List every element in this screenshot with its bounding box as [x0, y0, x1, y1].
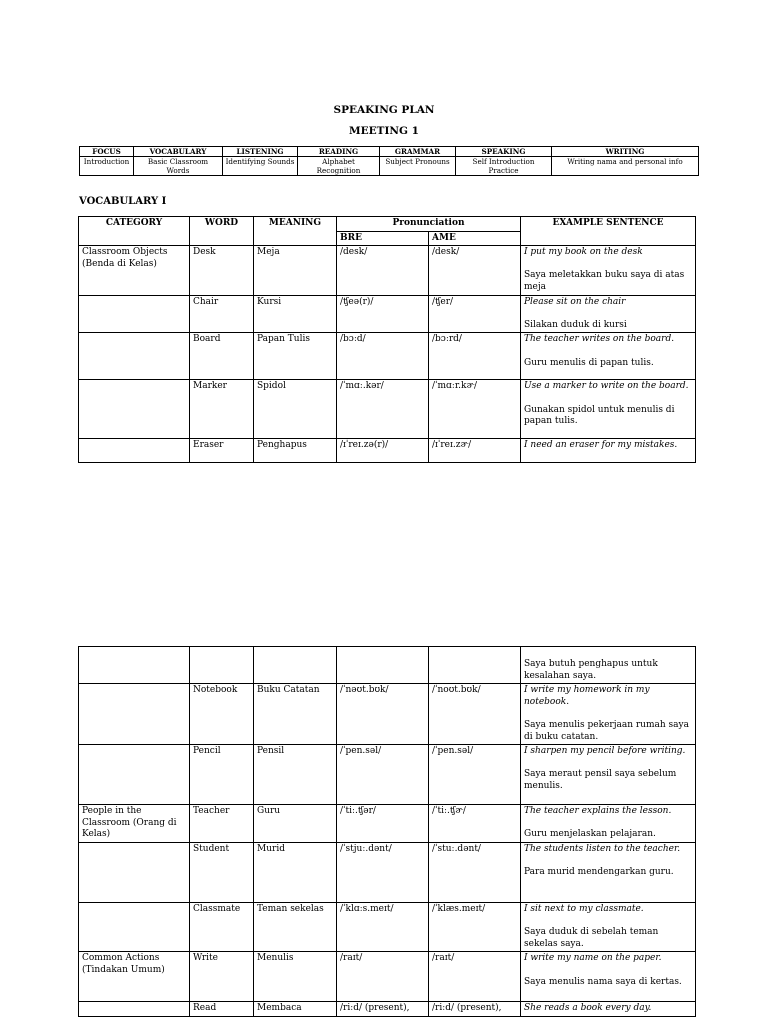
table-row [79, 842, 696, 902]
ame-cell: /ɪˈreɪ.zɚ/ [429, 439, 521, 463]
example-text: Use a marker to write on the board. [524, 381, 689, 392]
ame-cell: /ˈklæs.meɪt/ [429, 902, 521, 951]
example-cell [521, 842, 696, 902]
example-cell [521, 333, 696, 380]
plan-header-cell: SPEAKING [456, 147, 552, 157]
category-cell [79, 333, 190, 380]
bre-cell: /bɔːd/ [337, 333, 429, 380]
plan-header-cell: READING [298, 147, 380, 157]
meeting-label: MEETING 1 [349, 125, 419, 137]
example-text: I sit next to my classmate. [524, 903, 644, 914]
plan-header-cell: GRAMMAR [380, 147, 456, 157]
example-cell [521, 952, 696, 1002]
category-cell [79, 380, 190, 439]
bre-cell: /ˈmɑː.kər/ [337, 380, 429, 439]
plan-value-cell: Identifying Sounds [223, 157, 298, 176]
ame-cell: /ˈmɑːr.kɚ/ [429, 380, 521, 439]
meaning-cell: Menulis [254, 952, 337, 1002]
meaning-cell: Papan Tulis [254, 333, 337, 380]
table-row [79, 745, 696, 805]
table-row [79, 295, 696, 333]
category-cell: Classroom Objects (Benda di Kelas) [79, 246, 190, 295]
plan-header-cell: WRITING [552, 147, 699, 157]
category-cell [79, 439, 190, 463]
meaning-cell [254, 647, 337, 684]
word-cell: Classmate [190, 902, 254, 951]
meaning-cell: Penghapus [254, 439, 337, 463]
table-row [79, 647, 696, 684]
meaning-cell: Spidol [254, 380, 337, 439]
translation-text: Saya menulis nama saya di kertas. [524, 976, 682, 987]
ame-cell: /raɪt/ [429, 952, 521, 1002]
plan-value-cell: Writing nama and personal info [552, 157, 699, 176]
word-cell: Student [190, 842, 254, 902]
word-cell: Read [190, 1002, 254, 1017]
bre-cell: /ˈnəʊt.bʊk/ [337, 684, 429, 745]
category-cell: People in the Classroom (Orang di Kelas) [79, 805, 190, 843]
example-text: Please sit on the chair [524, 296, 626, 307]
bre-cell: /ˈstjuː.dənt/ [337, 842, 429, 902]
example-cell [521, 246, 696, 295]
ame-cell: /bɔːrd/ [429, 333, 521, 380]
example-text: The teacher writes on the board. [524, 334, 675, 345]
category-cell [79, 902, 190, 951]
plan-header-cell: LISTENING [223, 147, 298, 157]
translation-text: Silakan duduk di kursi [524, 319, 627, 330]
translation-text: Saya meraut pensil saya sebelum menulis. [524, 769, 677, 791]
example-text: I write my homework in my notebook. [524, 685, 650, 707]
vocab-header-row [79, 217, 696, 232]
word-cell: Marker [190, 380, 254, 439]
category-cell [79, 684, 190, 745]
word-cell: Teacher [190, 805, 254, 843]
meaning-cell: Membaca [254, 1002, 337, 1017]
category-cell [79, 1002, 190, 1017]
translation-text: Para murid mendengarkan guru. [524, 867, 674, 878]
header-pronunciation: Pronunciation [337, 217, 521, 232]
header-ame: AME [429, 231, 521, 246]
meaning-cell: Teman sekelas [254, 902, 337, 951]
table-row [79, 684, 696, 745]
translation-text: Saya menulis pekerjaan rumah saya di buku catatan. [524, 719, 689, 742]
plan-value-cell: Alphabet Recognition [298, 157, 380, 176]
plan-value-row [80, 157, 699, 176]
bre-cell: /ʧeə(r)/ [337, 295, 429, 333]
ame-cell: /ˈpen.səl/ [429, 745, 521, 805]
translation-text: Saya duduk di sebelah teman sekelas saya. [524, 927, 659, 949]
example-cell [521, 1002, 696, 1017]
example-text: The teacher explains the lesson. [524, 806, 672, 817]
meaning-cell: Pensil [254, 745, 337, 805]
table-row [79, 246, 696, 295]
vocabulary-heading: VOCABULARY I [79, 196, 167, 207]
meeting-plan-table [79, 146, 699, 176]
example-text: I put my book on the desk [524, 247, 643, 258]
word-cell: Desk [190, 246, 254, 295]
plan-value-cell: Subject Pronouns [380, 157, 456, 176]
table-row [79, 333, 696, 380]
ame-cell: /ˈtiː.ʧɚ/ [429, 805, 521, 843]
word-cell: Chair [190, 295, 254, 333]
ame-cell [429, 647, 521, 684]
plan-value-cell: Basic Classroom Words [134, 157, 223, 176]
header-bre: BRE [337, 231, 429, 246]
translation-text: Guru menjelaskan pelajaran. [524, 829, 656, 840]
example-cell [521, 902, 696, 951]
example-cell [521, 439, 696, 463]
page-title: SPEAKING PLAN [333, 104, 435, 116]
meaning-cell: Buku Catatan [254, 684, 337, 745]
category-cell [79, 842, 190, 902]
word-cell [190, 647, 254, 684]
example-text: I need an eraser for my mistakes. [524, 440, 678, 451]
example-cell [521, 647, 696, 684]
word-cell: Board [190, 333, 254, 380]
table-row [79, 902, 696, 951]
plan-header-cell: FOCUS [80, 147, 134, 157]
bre-cell: /riːd/ (present), [337, 1002, 429, 1017]
meaning-cell: Murid [254, 842, 337, 902]
plan-header-cell: VOCABULARY [134, 147, 223, 157]
plan-value-cell: Self Introduction Practice [456, 157, 552, 176]
bre-cell: /ˈpen.səl/ [337, 745, 429, 805]
header-example-sentence: EXAMPLE SENTENCE [521, 217, 696, 246]
translation-text: Saya meletakkan buku saya di atas meja [524, 270, 685, 292]
ame-cell: /desk/ [429, 246, 521, 295]
bre-cell: /ɪˈreɪ.zə(r)/ [337, 439, 429, 463]
word-cell: Write [190, 952, 254, 1002]
meaning-cell: Guru [254, 805, 337, 843]
translation-text: Saya butuh penghapus untuk kesalahan saya. [524, 659, 658, 681]
bre-cell [337, 647, 429, 684]
bre-cell: /ˈtiː.ʧər/ [337, 805, 429, 843]
category-cell: Common Actions (Tindakan Umum) [79, 952, 190, 1002]
table-row [79, 439, 696, 463]
example-text: I write my name on the paper. [524, 953, 662, 964]
word-cell: Pencil [190, 745, 254, 805]
header-meaning: MEANING [254, 217, 337, 246]
meaning-cell: Meja [254, 246, 337, 295]
table-row [79, 1002, 696, 1017]
ame-cell: /riːd/ (present), [429, 1002, 521, 1017]
translation-text: Gunakan spidol untuk menulis di papan tulis. [524, 404, 675, 427]
bre-cell: /desk/ [337, 246, 429, 295]
ame-cell: /ˈnoʊt.bʊk/ [429, 684, 521, 745]
word-cell: Notebook [190, 684, 254, 745]
example-cell [521, 745, 696, 805]
bre-cell: /ˈklɑːs.meɪt/ [337, 902, 429, 951]
header-category: CATEGORY [79, 217, 190, 246]
example-cell [521, 380, 696, 439]
vocabulary-table-1 [78, 216, 696, 463]
example-cell [521, 805, 696, 843]
table-row [79, 805, 696, 843]
ame-cell: /ʧer/ [429, 295, 521, 333]
example-cell [521, 684, 696, 745]
vocabulary-table-2 [78, 646, 696, 1017]
plan-header-row [80, 147, 699, 157]
table-row [79, 380, 696, 439]
category-cell [79, 295, 190, 333]
example-cell [521, 295, 696, 333]
example-text: She reads a book every day. [524, 1003, 652, 1014]
plan-value-cell: Introduction [80, 157, 134, 176]
example-text: I sharpen my pencil before writing. [524, 746, 686, 757]
ame-cell: /ˈstuː.dənt/ [429, 842, 521, 902]
table-row [79, 952, 696, 1002]
header-word: WORD [190, 217, 254, 246]
example-text: The students listen to the teacher. [524, 843, 681, 854]
word-cell: Eraser [190, 439, 254, 463]
category-cell [79, 647, 190, 684]
bre-cell: /raɪt/ [337, 952, 429, 1002]
category-cell [79, 745, 190, 805]
meaning-cell: Kursi [254, 295, 337, 333]
translation-text: Guru menulis di papan tulis. [524, 357, 654, 368]
